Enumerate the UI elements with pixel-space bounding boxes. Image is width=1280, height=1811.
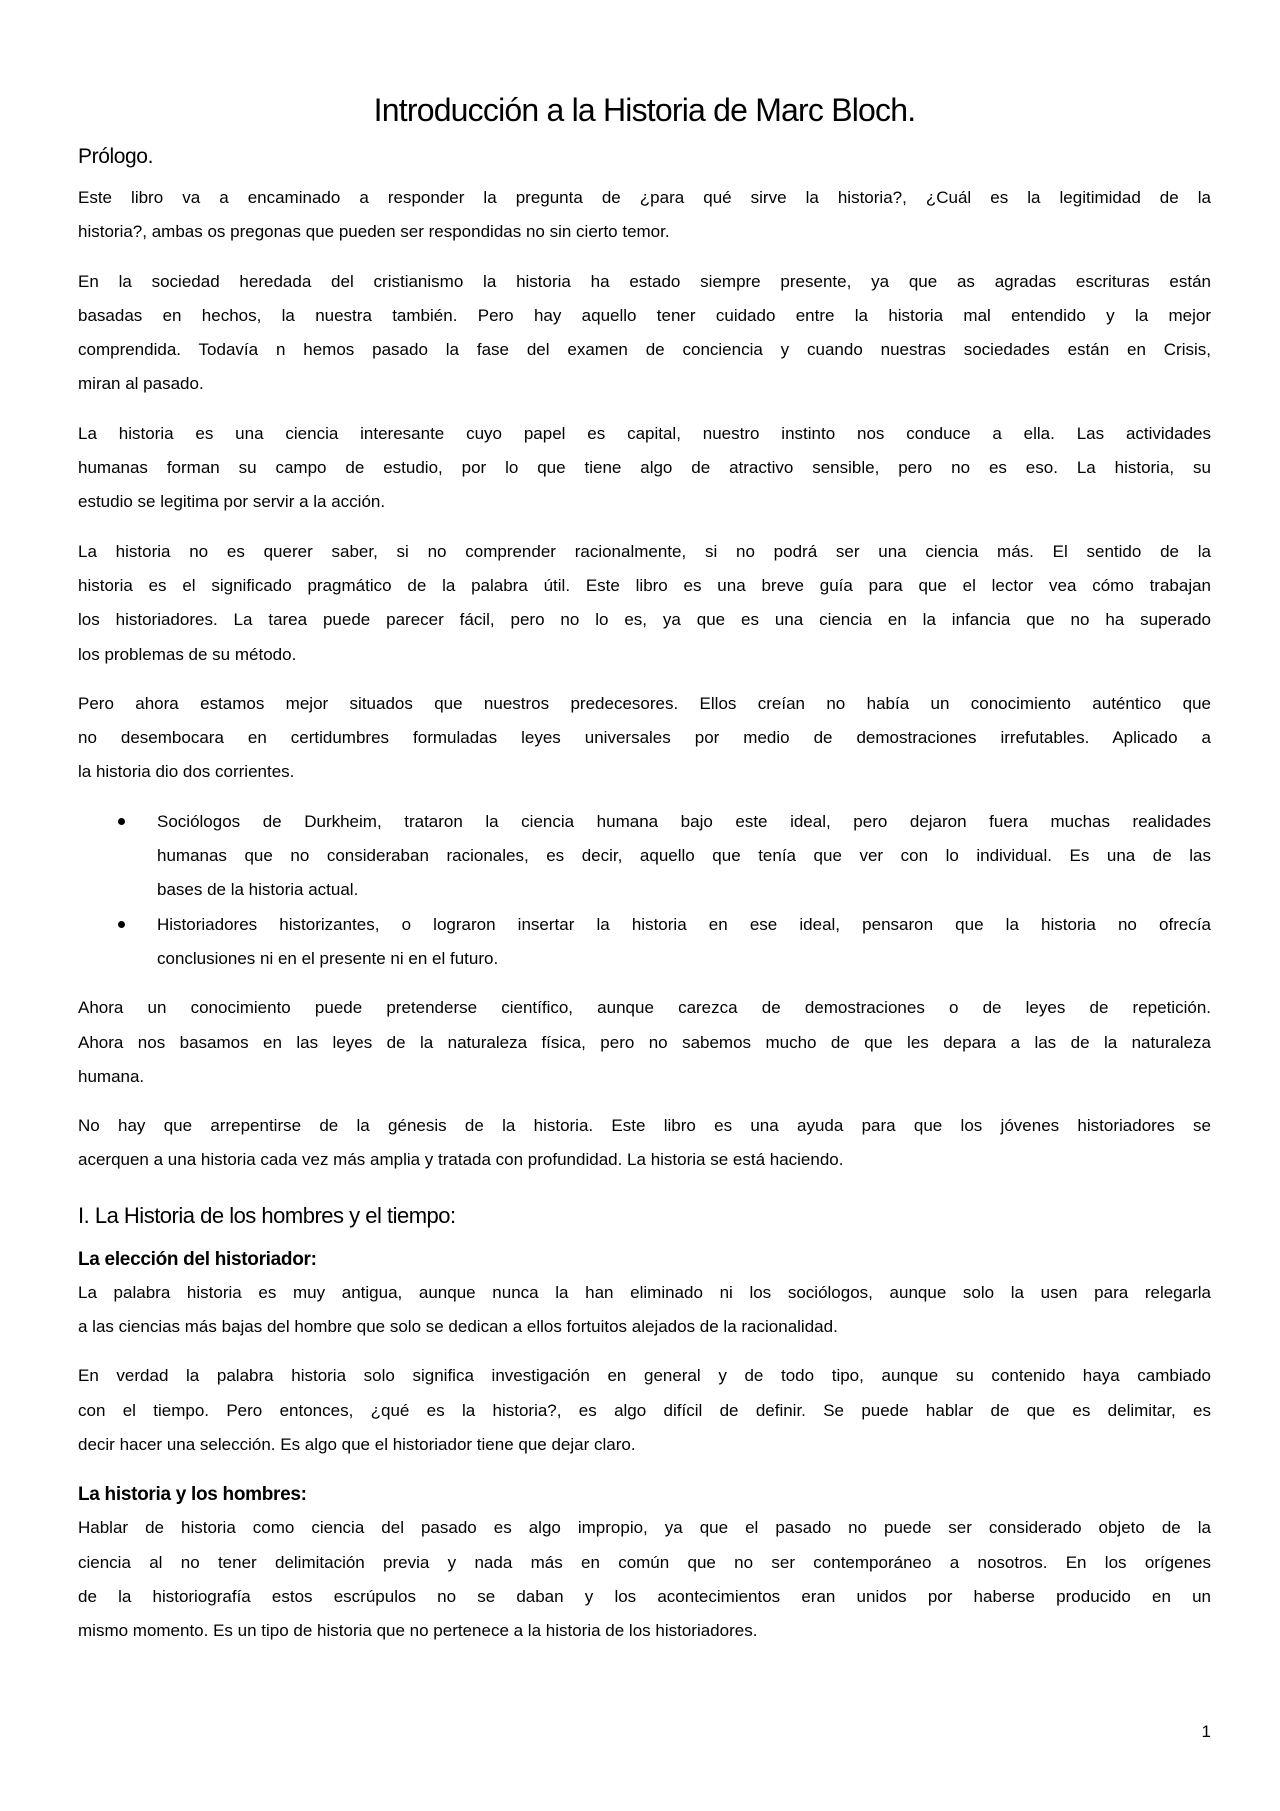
text-line: con el tiempo. Pero entonces, ¿qué es la historia?, es algo difícil de definir. Se puede hablar de que es delimitar, es [78,1400,1211,1420]
bullet-icon [118,818,125,825]
text-line: mismo momento. Es un tipo de historia que no pertenece a la historia de los historiadores. [78,1621,758,1641]
text-line: Ahora un conocimiento puede pretenderse científico, aunque carezca de demostraciones o de leyes de repetición. [78,998,1211,1018]
text-line: a las ciencias más bajas del hombre que solo se dedican a ellos fortuitos alejados de la racionalidad. [78,1317,838,1337]
paragraph [78,535,1211,672]
text-line: historia?, ambas os pregonas que pueden ser respondidas no sin cierto temor. [78,222,670,242]
text-line: estudio se legitima por servir a la acción. [78,492,386,512]
text-line: la historia dio dos corrientes. [78,762,295,782]
paragraph [78,181,1211,250]
text-line: No hay que arrepentirse de la génesis de la historia. Este libro es una ayuda para que los jóvenes historiadores se [78,1116,1211,1136]
page-number: 1 [1201,1722,1211,1741]
text-line: decir hacer una selección. Es algo que el historiador tiene que dejar claro. [78,1434,636,1454]
text-line: bases de la historia actual. [157,880,359,900]
text-line: La palabra historia es muy antigua, aunque nunca la han eliminado ni los sociólogos, aunque solo la usen para relegarla [78,1282,1211,1302]
text-line: ciencia al no tener delimitación previa y nada más en común que no ser contemporáneo a nosotros. En los orígenes [78,1552,1211,1572]
text-line: comprendida. Todavía n hemos pasado la fase del examen de conciencia y cuando nuestras sociedades están en Crisis, [78,340,1211,360]
text-line: En la sociedad heredada del cristianismo la historia ha estado siempre presente, ya que as agradas escrituras están [78,271,1211,291]
bullet-icon [118,921,125,928]
paragraph [78,265,1211,402]
document-page [78,88,1211,1663]
text-line: miran al pasado. [78,374,204,394]
text-line: La historia no es querer saber, si no comprender racionalmente, si no podrá ser una ciencia más. El sentido de la [78,541,1211,561]
chapter-heading: I. La Historia de los hombres y el tiempo: [78,1202,456,1228]
text-line: Pero ahora estamos mejor situados que nuestros predecesores. Ellos creían no había un conocimiento auténtico que [78,693,1211,713]
paragraph [78,991,1211,1094]
text-line: los problemas de su método. [78,644,297,664]
text-line: de la historiografía estos escrúpulos no se daban y los acontecimientos eran unidos por haberse producido en un [78,1586,1211,1606]
text-line: En verdad la palabra historia solo significa investigación en general y de todo tipo, aunque su contenido haya cambiado [78,1366,1211,1386]
text-line: Ahora nos basamos en las leyes de la naturaleza física, pero no sabemos mucho de que les depara a las de la naturaleza [78,1032,1211,1052]
paragraph [78,687,1211,790]
section-heading: Prólogo. [78,145,154,168]
text-line: Este libro va a encaminado a responder la pregunta de ¿para qué sirve la historia?, ¿Cuál es la legitimidad de la [78,188,1211,207]
document-title: Introducción a la Historia de Marc Bloch. [373,92,916,128]
paragraph [78,1511,1211,1648]
text-line: historia es el significado pragmático de la palabra útil. Este libro es una breve guía para que el lector vea cómo trabajan [78,575,1211,595]
text-line: Historiadores historizantes, o lograron insertar la historia en ese ideal, pensaron que la historia no ofrecía [157,914,1211,934]
subsection-heading: La historia y los hombres: [78,1484,307,1506]
text-line: humana. [78,1066,145,1086]
paragraph [78,1359,1211,1462]
text-line: Hablar de historia como ciencia del pasado es algo impropio, ya que el pasado no puede ser considerado objeto de la [78,1518,1211,1538]
text-line: basadas en hechos, la nuestra también. Pero hay aquello tener cuidado entre la historia mal entendido y la mejor [78,305,1211,325]
text-line: los historiadores. La tarea puede parecer fácil, pero no lo es, ya que es una ciencia en la infancia que no ha superado [78,610,1211,630]
paragraph [78,1109,1211,1178]
paragraph [78,417,1211,520]
text-line: La historia es una ciencia interesante cuyo papel es capital, nuestro instinto nos conduce a ella. Las actividades [78,423,1211,443]
text-line: Sociólogos de Durkheim, trataron la ciencia humana bajo este ideal, pero dejaron fuera muchas realidades [157,811,1211,831]
bullet-item [78,908,1211,977]
text-line: acerquen a una historia cada vez más amplia y tratada con profundidad. La historia se está haciendo. [78,1150,844,1170]
document-body [78,142,1211,1648]
bullet-list [78,805,1211,976]
text-line: humanas forman su campo de estudio, por lo que tiene algo de atractivo sensible, pero no es eso. La historia, su [78,458,1211,478]
text-line: no desembocara en certidumbres formuladas leyes universales por medio de demostraciones irrefutables. Aplicado a [78,728,1211,748]
text-line: humanas que no consideraban racionales, es decir, aquello que tenía que ver con lo individual. Es una de las [157,846,1211,866]
paragraph [78,1276,1211,1345]
subsection-heading: La elección del historiador: [78,1248,317,1270]
bullet-item [78,805,1211,908]
text-line: conclusiones ni en el presente ni en el futuro. [157,948,499,968]
